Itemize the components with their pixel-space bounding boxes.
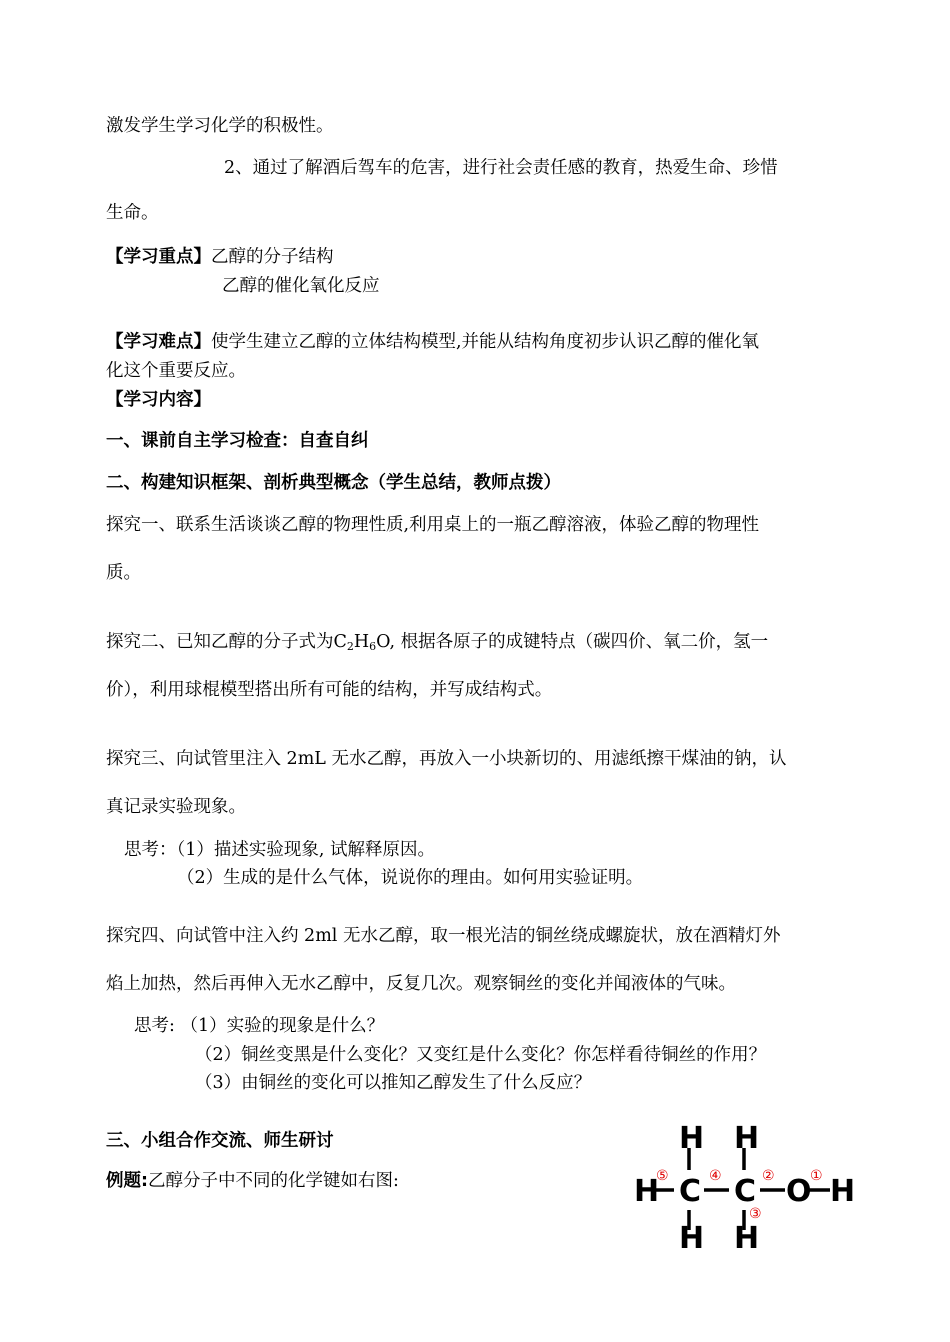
ethanol-structure-diagram xyxy=(632,1118,862,1258)
section-heading: 三、小组合作交流、师生研讨 xyxy=(106,1131,334,1151)
key-point-2: 乙醇的催化氧化反应 xyxy=(222,276,380,296)
text-line: 激发学生学习化学的积极性。 xyxy=(106,116,334,136)
text-line: 价），利用球棍模型搭出所有可能的结构，并写成结构式。 xyxy=(106,680,553,700)
atom-h: H xyxy=(734,1121,760,1156)
section-heading: 一、课前自主学习检查：自查自纠 xyxy=(106,431,369,451)
example-label: 例题: xyxy=(106,1171,148,1191)
text-line: 2、通过了解酒后驾车的危害，进行社会责任感的教育，热爱生命、珍惜 xyxy=(224,158,778,178)
molecular-formula: $C_2H_6O$ xyxy=(333,632,390,653)
atom-o: O xyxy=(786,1174,812,1209)
inquiry-2-start: 探究二、已知乙醇的分子式为 xyxy=(106,632,334,652)
text-line: 思考：（1）描述实验现象, 试解释原因。 xyxy=(124,840,436,860)
difficulty xyxy=(106,330,759,354)
atom-c: C xyxy=(679,1174,702,1209)
key-point-1: 乙醇的分子结构 xyxy=(211,247,334,267)
text-line: 思考: （1）实验的现象是什么？ xyxy=(134,1016,385,1036)
atom-h: H xyxy=(679,1121,705,1156)
text-line xyxy=(106,630,768,659)
text-line: 生命。 xyxy=(106,203,159,223)
text-line: 探究三、向试管里注入 2mL 无水乙醇，再放入一小块新切的、用滤纸擦干煤油的钠，认 xyxy=(106,749,787,769)
inquiry-2-end: , 根据各原子的成键特点（碳四价、氧二价，氢一 xyxy=(389,632,769,652)
text-line: （2）铜丝变黑是什么变化？又变红是什么变化？你怎样看待铜丝的作用？ xyxy=(195,1045,767,1065)
text-line: 探究四、向试管中注入约 2ml 无水乙醇，取一根光洁的铜丝绕成螺旋状，放在酒精灯外 xyxy=(106,926,781,946)
difficulty-text: 使学生建立乙醇的立体结构模型,并能从结构角度初步认识乙醇的催化氧 xyxy=(211,332,760,352)
text-line: 探究一、联系生活谈谈乙醇的物理性质,利用桌上的一瓶乙醇溶液，体验乙醇的物理性 xyxy=(106,515,760,535)
section-heading: 二、构建知识框架、剖析典型概念（学生总结，教师点拨） xyxy=(106,473,561,493)
key-points xyxy=(106,245,334,269)
example-text: 乙醇分子中不同的化学键如右图: xyxy=(148,1171,399,1191)
text-line: （3）由铜丝的变化可以推知乙醇发生了什么反应？ xyxy=(195,1073,592,1093)
text-line: 焰上加热，然后再伸入无水乙醇中，反复几次。观察铜丝的变化并闻液体的气味。 xyxy=(106,974,736,994)
example xyxy=(106,1169,399,1193)
bond-label-1: ① xyxy=(810,1168,823,1184)
atom-h: H xyxy=(679,1221,705,1256)
text-line: 化这个重要反应。 xyxy=(106,361,246,381)
text-line: 质。 xyxy=(106,563,141,583)
bond-label-2: ② xyxy=(762,1168,775,1184)
bond-label-3: ③ xyxy=(749,1206,762,1222)
content-label: 【学习内容】 xyxy=(106,390,211,410)
atom-h: H xyxy=(634,1174,660,1209)
key-points-label: 【学习重点】 xyxy=(106,247,211,267)
text-line: （2）生成的是什么气体，说说你的理由。如何用实验证明。 xyxy=(177,868,644,888)
atom-h: H xyxy=(830,1174,856,1209)
text-line: 真记录实验现象。 xyxy=(106,797,246,817)
atom-c: C xyxy=(734,1174,757,1209)
atom-h: H xyxy=(734,1221,760,1256)
bond-label-4: ④ xyxy=(709,1168,722,1184)
bond-label-5: ⑤ xyxy=(656,1168,669,1184)
difficulty-label: 【学习难点】 xyxy=(106,332,211,352)
